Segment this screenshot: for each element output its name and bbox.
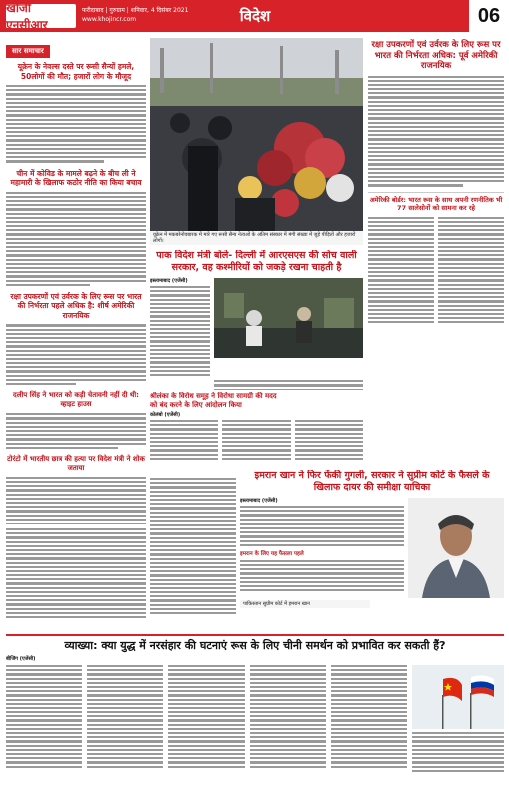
story-headline: यूक्रेन के नेवल्स दस्ते पर रूसी सैन्यों हमले, 50लोगों की मौत; हजारों लोग के मौजूद <box>17 62 135 81</box>
story-body <box>368 217 434 324</box>
story-body <box>222 420 290 460</box>
parliament-photo <box>214 278 363 358</box>
story-body <box>331 665 407 772</box>
story-body <box>6 528 146 618</box>
right-column <box>368 38 504 524</box>
story-body <box>6 324 146 385</box>
story-headline: दलीप सिंह ने भारत को कड़ी चेतावनी नहीं दी थी: व्हाइट हाउस <box>13 391 139 409</box>
bottom-story <box>6 634 504 796</box>
story-headline: रक्षा उपकरणों एवं उर्वरक के लिए रूस पर भारत की निर्भरता अधिक: पूर्व अमेरिकी राजनयिक <box>371 40 501 71</box>
section-title: विदेश <box>239 7 271 25</box>
story-headline: इमरान खान ने फिर फेंकी गुगली, सरकार ने सुप्रीम कोर्ट के फैसले के खिलाफ दायर की समीक्षा याचिका <box>254 470 490 493</box>
story-byline: बीजिंग (एजेंसी) <box>6 656 36 662</box>
story-byline: इस्लामाबाद (एजेंसी) <box>150 278 188 284</box>
story-body <box>6 413 146 449</box>
publication-date-line: फरीदाबाद | गुरुग्राम | शनिवार, 4 दिसंबर 2021 <box>82 7 189 14</box>
china-russia-flags-image <box>412 665 504 729</box>
srilanka-story <box>150 392 363 478</box>
news-brief-tag: सार समाचार <box>6 45 50 58</box>
story-headline: रक्षा उपकरणों एवं उर्वरक के लिए रूस पर भारत की निर्भरता पहले अधिक है: शीर्ष अमेरिकी राजनयिक <box>10 291 142 320</box>
story-body <box>150 478 236 614</box>
flags-photo <box>412 665 504 729</box>
story-body <box>6 192 146 286</box>
pak-fm-story <box>150 250 363 390</box>
masthead <box>0 0 509 32</box>
story-headline: श्रीलंका के विरोध समूह ने विरोधा सामग्री की मदद को बंद करने के लिए आंदोलन किया <box>150 392 277 409</box>
story-headline: टोरंटो में भारतीय छात्र की हत्या पर विदेश मंत्री ने शोक जताया <box>7 454 145 472</box>
story-body <box>150 286 210 376</box>
story-headline: अमेरिकी बोर्डर: भारत रूस के साथ अपनी रणनीतिक भी 77 सालेसोनों को सामना कर रहे <box>369 195 503 213</box>
story-body <box>240 560 404 592</box>
funeral-crowd-image <box>150 38 363 245</box>
story-body <box>168 665 244 772</box>
story-body <box>6 85 146 163</box>
story-byline: इस्लामाबाद (एजेंसी) <box>240 498 278 504</box>
story-body <box>368 76 504 187</box>
imran-khan-photo <box>408 498 504 598</box>
story-body <box>6 665 82 772</box>
photo-caption: यूक्रेन में मकबरेनोवबारक में मारे गए रूसी सैन्य नेताओं के अंतिम संस्कार में मंगी संख्या में जुड़े पीड़ितों और हजारों लोगों। <box>150 231 363 245</box>
story-headline: चीन में कोविड के मामले बढ़ने के बीच ली ने महामारी के खिलाफ कठोर नीति का किया बचाव <box>10 168 142 188</box>
story-body <box>250 665 326 772</box>
story-byline: कोलंबो (एजेंसी) <box>150 412 181 418</box>
left-extra-column <box>6 528 146 628</box>
page-number: 06 <box>469 0 509 32</box>
left-lower-column <box>150 478 236 628</box>
story-body <box>295 420 363 460</box>
photo-caption: पाकिस्तान सुप्रीम कोर्ट में इमरान खान <box>240 600 370 608</box>
story-subhead: इमरान के लिए यह फैसला पहले <box>240 550 304 557</box>
left-column <box>6 38 146 524</box>
publication-info <box>82 6 188 24</box>
story-body <box>438 217 504 324</box>
story-body <box>240 506 404 546</box>
story-body <box>150 420 218 460</box>
story-headline: व्याख्या: क्या युद्ध में नरसंहार की घटनाएं रूस के लिए चीनी समर्थन को प्रभावित कर सकती हैं? <box>64 639 446 652</box>
imran-story <box>240 470 504 630</box>
story-body <box>6 477 146 524</box>
imran-khan-image <box>408 498 504 598</box>
funeral-photo <box>150 38 363 245</box>
story-body <box>412 732 504 772</box>
story-body <box>87 665 163 772</box>
parliament-image <box>214 278 363 358</box>
publication-url: www.khojincr.com <box>82 16 137 23</box>
story-body <box>214 380 363 390</box>
story-headline: पाक विदेश मंत्री बोले- दिल्ली में आरएसएस की सोच वाली सरकार, वह कश्मीरियों को जकड़े रखना चाहती है <box>156 250 357 273</box>
newspaper-logo: खोजी एनसीआर <box>6 4 76 28</box>
